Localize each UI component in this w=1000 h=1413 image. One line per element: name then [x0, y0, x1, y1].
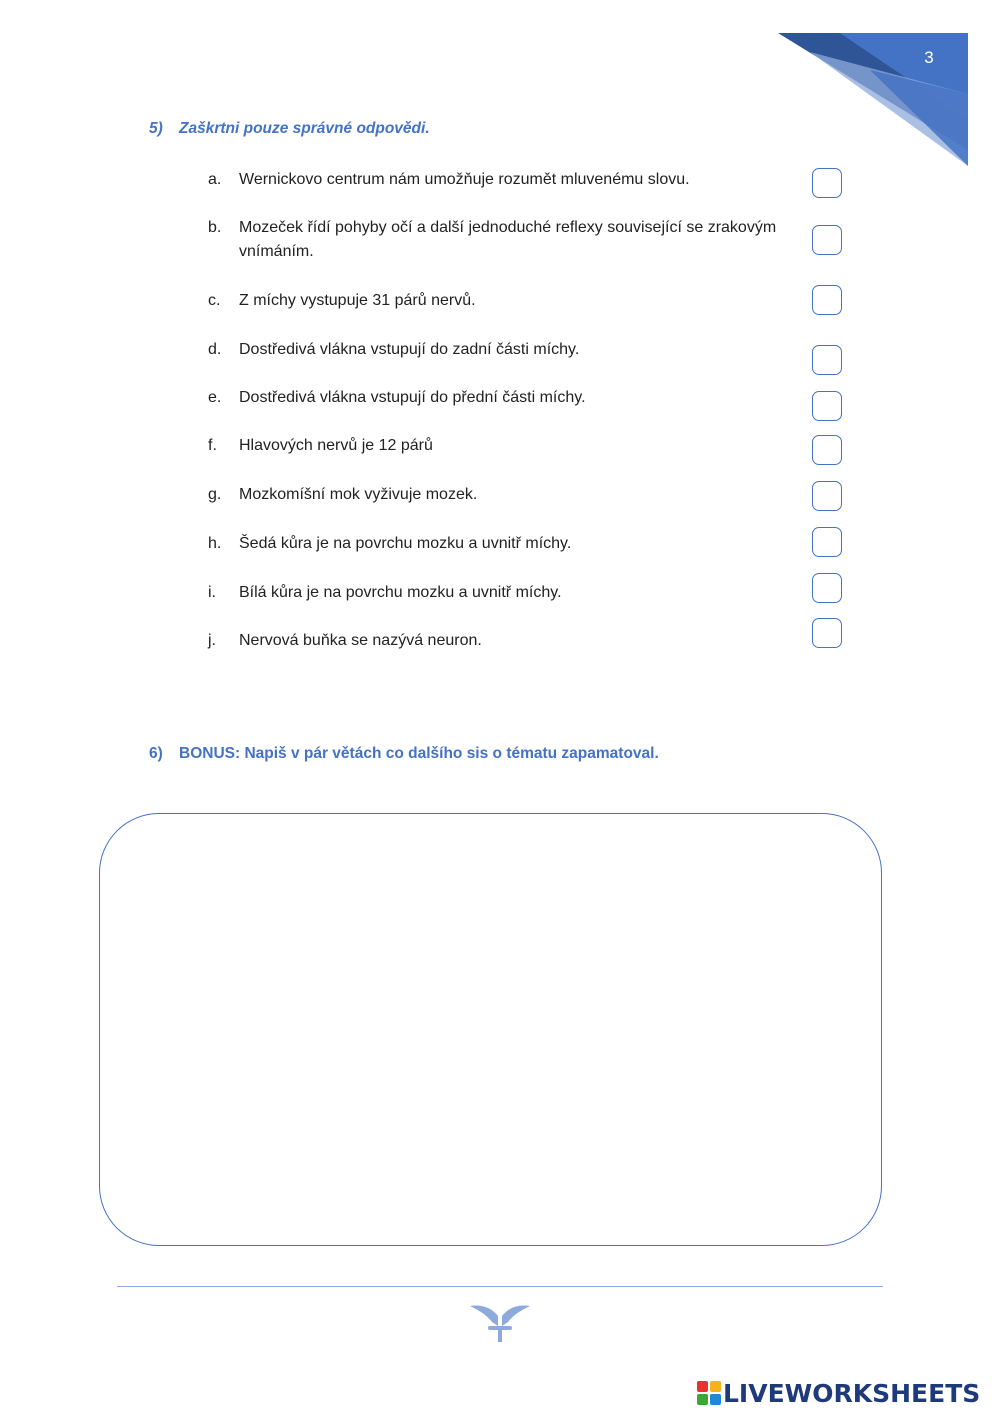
question-5-heading: [149, 120, 430, 138]
item-letter: i.: [208, 584, 216, 601]
list-item: [208, 386, 808, 410]
item-letter: f.: [208, 437, 217, 454]
answer-checkbox-c[interactable]: [812, 285, 842, 315]
answer-checkbox-f[interactable]: [812, 435, 842, 465]
list-item: [208, 532, 808, 556]
item-text: Šedá kůra je na povrchu mozku a uvnitř míchy.: [239, 535, 572, 552]
item-letter: g.: [208, 486, 222, 503]
list-item: [208, 216, 808, 264]
answer-checkbox-d[interactable]: [812, 345, 842, 375]
bonus-answer-box[interactable]: [99, 813, 882, 1246]
item-text: Mozkomíšní mok vyživuje mozek.: [239, 486, 478, 503]
list-item: [208, 483, 808, 507]
list-item: [208, 434, 808, 458]
liveworksheets-blocks-icon: [697, 1381, 721, 1405]
question-6-heading: [149, 745, 659, 763]
item-text: Mozeček řídí pohyby očí a další jednoduché reflexy související se zrakovým vnímáním.: [239, 219, 777, 260]
list-item: [208, 168, 808, 192]
item-text: Wernickovo centrum nám umožňuje rozumět mluvenému slovu.: [239, 171, 690, 188]
item-letter: j.: [208, 632, 216, 649]
item-letter: h.: [208, 535, 222, 552]
answer-checkbox-a[interactable]: [812, 168, 842, 198]
answer-checkbox-i[interactable]: [812, 573, 842, 603]
list-item: [208, 338, 808, 362]
item-text: Nervová buňka se nazývá neuron.: [239, 632, 482, 649]
liveworksheets-wordmark: LIVEWORKSHEETS: [723, 1378, 981, 1408]
answer-checkbox-j[interactable]: [812, 618, 842, 648]
answer-checkbox-e[interactable]: [812, 391, 842, 421]
item-text: Bílá kůra je na povrchu mozku a uvnitř míchy.: [239, 584, 562, 601]
list-item: [208, 581, 808, 605]
item-text: Dostředivá vlákna vstupují do přední části míchy.: [239, 389, 586, 406]
liveworksheets-logo: [697, 1376, 980, 1410]
item-text: Dostředivá vlákna vstupují do zadní části míchy.: [239, 341, 580, 358]
item-letter: a.: [208, 171, 222, 188]
page-number: 3: [924, 48, 934, 67]
item-letter: e.: [208, 389, 222, 406]
footer-logo-icon: [468, 1302, 532, 1344]
item-letter: c.: [208, 292, 221, 309]
item-letter: b.: [208, 219, 222, 236]
list-item: [208, 629, 808, 653]
item-text: Hlavových nervů je 12 párů: [239, 437, 433, 454]
footer-divider: [117, 1286, 883, 1287]
question-5-number: 5): [149, 120, 163, 137]
question-6-title: BONUS: Napiš v pár větách co dalšího sis o tématu zapamatoval.: [179, 745, 659, 762]
item-letter: d.: [208, 341, 222, 358]
question-6-number: 6): [149, 745, 163, 762]
question-5-title: Zaškrtni pouze správné odpovědi.: [179, 120, 430, 137]
answer-checkbox-b[interactable]: [812, 225, 842, 255]
item-text: Z míchy vystupuje 31 párů nervů.: [239, 292, 476, 309]
answer-checkbox-g[interactable]: [812, 481, 842, 511]
answer-checkbox-h[interactable]: [812, 527, 842, 557]
list-item: [208, 289, 808, 313]
